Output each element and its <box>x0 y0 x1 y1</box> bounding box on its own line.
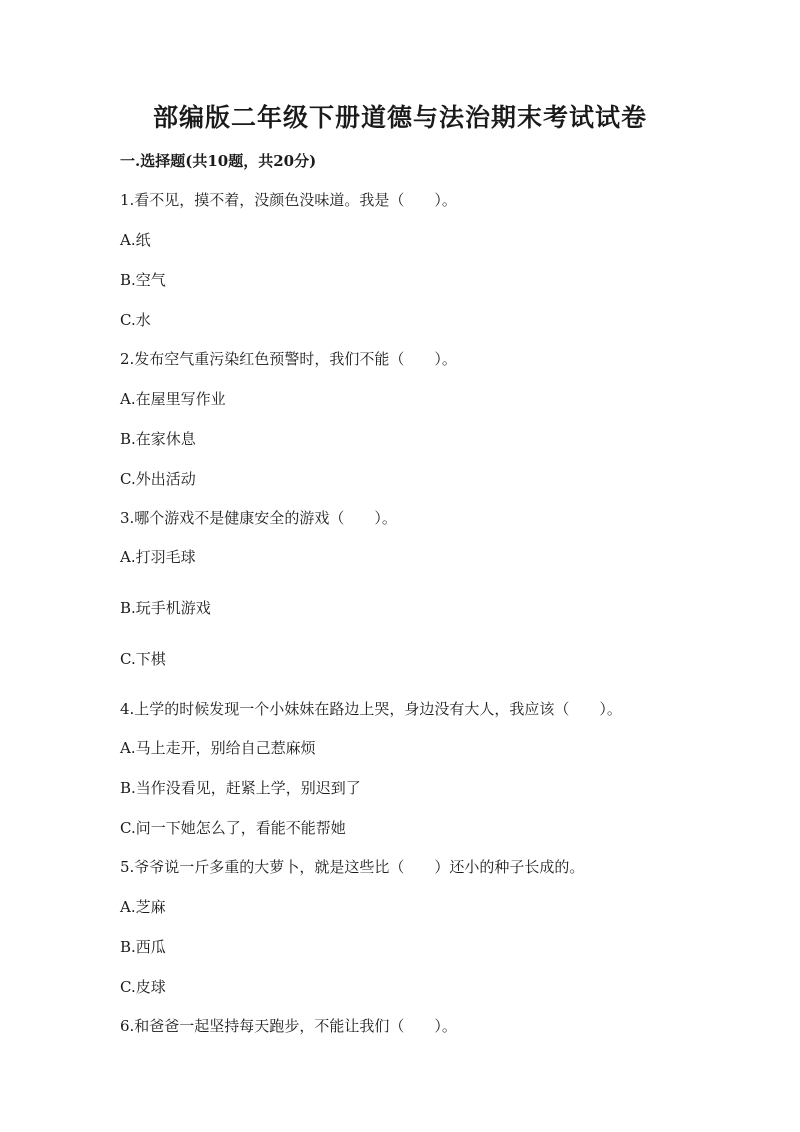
question-3-option-a: A.打羽毛球 <box>120 548 196 566</box>
exam-title: 部编版二年级下册道德与法治期末考试试卷 <box>152 103 647 132</box>
question-1-option-a: A.纸 <box>120 231 151 249</box>
question-4-stem: 4.上学的时候发现一个小妹妹在路边上哭，身边没有大人，我应该（ ）。 <box>120 700 622 718</box>
question-4-option-b: B.当作没看见，赶紧上学，别迟到了 <box>120 779 361 797</box>
question-1-stem: 1.看不见，摸不着，没颜色没味道。我是（ ）。 <box>120 191 457 209</box>
question-6-stem: 6.和爸爸一起坚持每天跑步，不能让我们（ ）。 <box>120 1017 457 1035</box>
question-1-option-b: B.空气 <box>120 271 166 289</box>
question-2-option-c: C.外出活动 <box>120 470 196 488</box>
question-3-option-c: C.下棋 <box>120 650 166 668</box>
section-heading: 一.选择题(共10题，共20分) <box>120 152 317 170</box>
question-3-stem: 3.哪个游戏不是健康安全的游戏（ ）。 <box>120 509 397 527</box>
question-4-option-c: C.问一下她怎么了，看能不能帮她 <box>120 819 346 837</box>
question-5-option-c: C.皮球 <box>120 978 166 996</box>
question-2-stem: 2.发布空气重污染红色预警时，我们不能（ ）。 <box>120 350 457 368</box>
question-3-option-b: B.玩手机游戏 <box>120 599 211 617</box>
question-5-option-b: B.西瓜 <box>120 938 166 956</box>
question-5-option-a: A.芝麻 <box>120 898 166 916</box>
question-2-option-a: A.在屋里写作业 <box>120 390 226 408</box>
question-4-option-a: A.马上走开，别给自己惹麻烦 <box>120 739 316 757</box>
question-2-option-b: B.在家休息 <box>120 430 196 448</box>
question-5-stem: 5.爷爷说一斤多重的大萝卜，就是这些比（ ）还小的种子长成的。 <box>120 858 585 876</box>
question-1-option-c: C.水 <box>120 311 151 329</box>
